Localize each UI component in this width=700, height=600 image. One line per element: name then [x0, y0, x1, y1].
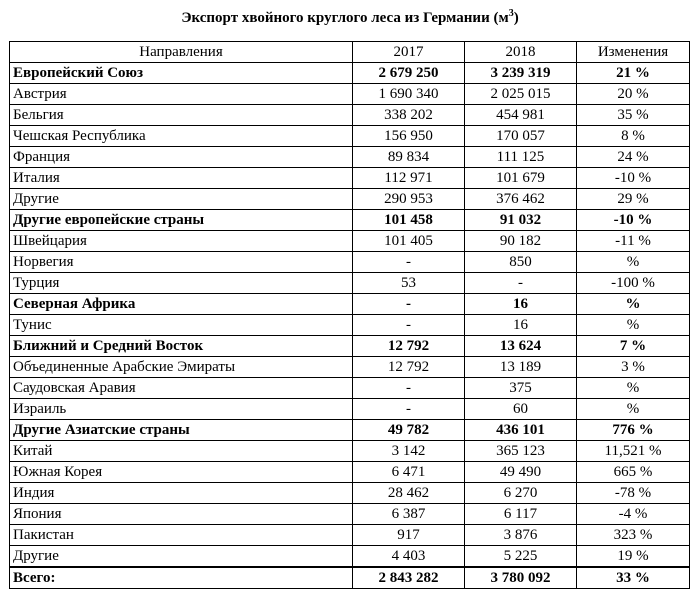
- table-row: [10, 189, 690, 210]
- cell-2018: 454 981: [465, 105, 577, 126]
- table-row: [10, 525, 690, 546]
- cell-2017: -: [353, 315, 465, 336]
- cell-2018: 60: [465, 399, 577, 420]
- cell-2018: 436 101: [465, 420, 577, 441]
- cell-direction: Европейский Союз: [10, 63, 353, 84]
- table-row: [10, 147, 690, 168]
- cell-direction: Япония: [10, 504, 353, 525]
- cell-change: 3 %: [577, 357, 690, 378]
- cell-direction: Ближний и Средний Восток: [10, 336, 353, 357]
- cell-change: %: [577, 399, 690, 420]
- cell-2017: 12 792: [353, 336, 465, 357]
- cell-direction: Турция: [10, 273, 353, 294]
- title-superscript: 3: [508, 8, 514, 19]
- cell-2017: 3 142: [353, 441, 465, 462]
- table-row: [10, 462, 690, 483]
- cell-direction: Италия: [10, 168, 353, 189]
- cell-2017: 6 471: [353, 462, 465, 483]
- cell-2017: -: [353, 399, 465, 420]
- cell-2017: 49 782: [353, 420, 465, 441]
- cell-2018: 90 182: [465, 231, 577, 252]
- cell-2017: -: [353, 378, 465, 399]
- title-close-paren: ): [513, 10, 519, 26]
- table-row: [10, 441, 690, 462]
- cell-direction: Норвегия: [10, 252, 353, 273]
- cell-direction: Китай: [10, 441, 353, 462]
- cell-2018: 16: [465, 294, 577, 315]
- cell-change: 323 %: [577, 525, 690, 546]
- table-group-row: [10, 210, 690, 231]
- cell-change: -11 %: [577, 231, 690, 252]
- total-2017: 2 843 282: [353, 567, 465, 589]
- cell-2017: 917: [353, 525, 465, 546]
- cell-change: %: [577, 294, 690, 315]
- cell-2018: 6 117: [465, 504, 577, 525]
- cell-2017: -: [353, 294, 465, 315]
- cell-2017: 6 387: [353, 504, 465, 525]
- cell-2018: 49 490: [465, 462, 577, 483]
- cell-change: 19 %: [577, 546, 690, 568]
- cell-change: 20 %: [577, 84, 690, 105]
- cell-change: 776 %: [577, 420, 690, 441]
- cell-direction: Бельгия: [10, 105, 353, 126]
- cell-change: -100 %: [577, 273, 690, 294]
- cell-2017: 101 405: [353, 231, 465, 252]
- cell-change: -10 %: [577, 168, 690, 189]
- table-row: [10, 273, 690, 294]
- cell-direction: Саудовская Аравия: [10, 378, 353, 399]
- cell-change: 29 %: [577, 189, 690, 210]
- cell-direction: Индия: [10, 483, 353, 504]
- document-title: [0, 8, 700, 27]
- total-row: [10, 567, 690, 589]
- cell-direction: Другие: [10, 546, 353, 568]
- cell-2018: 3 876: [465, 525, 577, 546]
- cell-2017: 338 202: [353, 105, 465, 126]
- table-header-row: [10, 42, 690, 63]
- cell-2017: 28 462: [353, 483, 465, 504]
- table-row: [10, 126, 690, 147]
- table-body: [10, 63, 690, 568]
- header-2017: 2017: [353, 42, 465, 63]
- table-row: [10, 252, 690, 273]
- title-text: Экспорт хвойного круглого леса из Германии (м: [181, 10, 509, 26]
- cell-2017: 112 971: [353, 168, 465, 189]
- cell-direction: Другие: [10, 189, 353, 210]
- cell-2017: -: [353, 252, 465, 273]
- cell-2018: 170 057: [465, 126, 577, 147]
- table-row: [10, 504, 690, 525]
- cell-direction: Другие европейские страны: [10, 210, 353, 231]
- cell-direction: Швейцария: [10, 231, 353, 252]
- total-change: 33 %: [577, 567, 690, 589]
- cell-change: 21 %: [577, 63, 690, 84]
- cell-direction: Пакистан: [10, 525, 353, 546]
- total-2018: 3 780 092: [465, 567, 577, 589]
- cell-change: %: [577, 315, 690, 336]
- cell-change: -4 %: [577, 504, 690, 525]
- table-row: [10, 357, 690, 378]
- cell-direction: Тунис: [10, 315, 353, 336]
- cell-change: 11,521 %: [577, 441, 690, 462]
- cell-2018: 101 679: [465, 168, 577, 189]
- cell-2017: 290 953: [353, 189, 465, 210]
- cell-2017: 101 458: [353, 210, 465, 231]
- cell-2018: 5 225: [465, 546, 577, 568]
- cell-2018: 375: [465, 378, 577, 399]
- cell-2017: 12 792: [353, 357, 465, 378]
- cell-change: %: [577, 252, 690, 273]
- cell-change: 665 %: [577, 462, 690, 483]
- table-group-row: [10, 63, 690, 84]
- header-2018: 2018: [465, 42, 577, 63]
- cell-change: -78 %: [577, 483, 690, 504]
- cell-change: 35 %: [577, 105, 690, 126]
- table-row: [10, 168, 690, 189]
- cell-change: %: [577, 378, 690, 399]
- table-row: [10, 84, 690, 105]
- cell-2017: 53: [353, 273, 465, 294]
- cell-2018: 6 270: [465, 483, 577, 504]
- table-row: [10, 231, 690, 252]
- table-row: [10, 315, 690, 336]
- cell-2018: 16: [465, 315, 577, 336]
- header-direction: Направления: [10, 42, 353, 63]
- cell-2018: 376 462: [465, 189, 577, 210]
- table-group-row: [10, 336, 690, 357]
- cell-direction: Израиль: [10, 399, 353, 420]
- exports-table: [9, 41, 690, 589]
- cell-2017: 89 834: [353, 147, 465, 168]
- table-row: [10, 483, 690, 504]
- table-row: [10, 378, 690, 399]
- cell-direction: Другие Азиатские страны: [10, 420, 353, 441]
- cell-direction: Франция: [10, 147, 353, 168]
- table-row: [10, 105, 690, 126]
- cell-change: -10 %: [577, 210, 690, 231]
- cell-2017: 4 403: [353, 546, 465, 568]
- cell-direction: Австрия: [10, 84, 353, 105]
- cell-2017: 156 950: [353, 126, 465, 147]
- cell-2017: 2 679 250: [353, 63, 465, 84]
- cell-2018: 91 032: [465, 210, 577, 231]
- table-row: [10, 546, 690, 568]
- cell-2018: 2 025 015: [465, 84, 577, 105]
- total-label: Всего:: [10, 567, 353, 589]
- cell-change: 24 %: [577, 147, 690, 168]
- cell-2018: 13 624: [465, 336, 577, 357]
- cell-2018: 111 125: [465, 147, 577, 168]
- cell-direction: Чешская Республика: [10, 126, 353, 147]
- cell-2018: -: [465, 273, 577, 294]
- cell-2018: 850: [465, 252, 577, 273]
- cell-direction: Северная Африка: [10, 294, 353, 315]
- cell-2018: 365 123: [465, 441, 577, 462]
- cell-change: 8 %: [577, 126, 690, 147]
- cell-direction: Южная Корея: [10, 462, 353, 483]
- table-group-row: [10, 420, 690, 441]
- cell-change: 7 %: [577, 336, 690, 357]
- table-group-row: [10, 294, 690, 315]
- header-change: Изменения: [577, 42, 690, 63]
- cell-2017: 1 690 340: [353, 84, 465, 105]
- cell-direction: Объединенные Арабские Эмираты: [10, 357, 353, 378]
- cell-2018: 3 239 319: [465, 63, 577, 84]
- table-row: [10, 399, 690, 420]
- cell-2018: 13 189: [465, 357, 577, 378]
